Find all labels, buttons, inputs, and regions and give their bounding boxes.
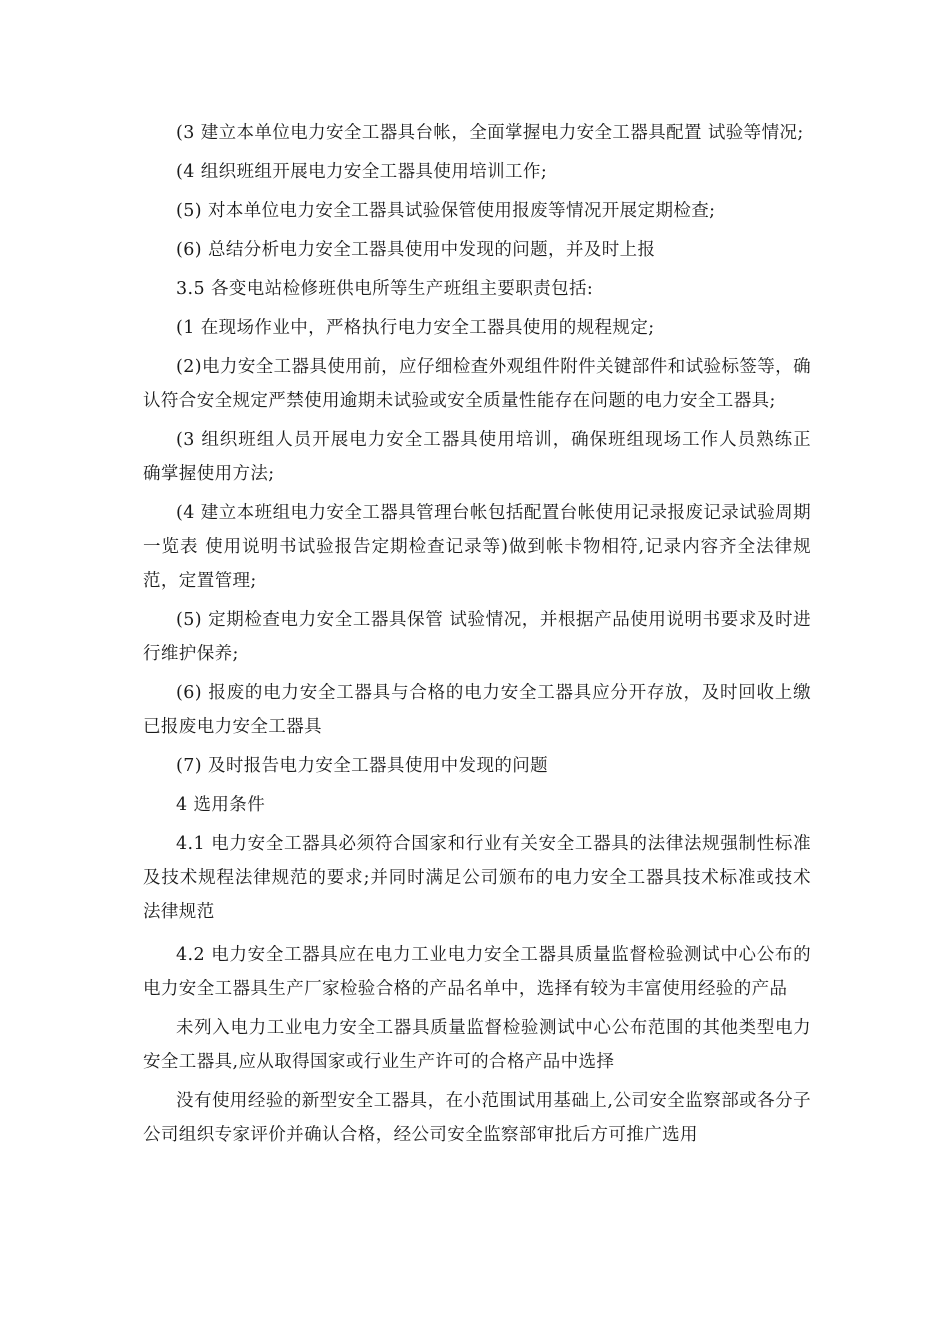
paragraph: 没有使用经验的新型安全工器具，在小范围试用基础上,公司安全监察部或各分子公司组织专家评价并确认合格，经公司安全监察部审批后方可推广选用	[143, 1091, 811, 1145]
paragraph: (3 建立本单位电力安全工器具台帐，全面掌握电力安全工器具配置 试验等情况;	[176, 123, 804, 143]
paragraph: (5) 对本单位电力安全工器具试验保管使用报废等情况开展定期检查;	[176, 201, 716, 221]
paragraph: (6) 报废的电力安全工器具与合格的电力安全工器具应分开存放，及时回收上缴已报废电力安全工器具	[143, 683, 811, 737]
paragraph: (4 组织班组开展电力安全工器具使用培训工作;	[176, 162, 548, 182]
paragraph: 未列入电力工业电力安全工器具质量监督检验测试中心公布范围的其他类型电力安全工器具,应从取得国家或行业生产许可的合格产品中选择	[143, 1018, 811, 1072]
section-heading: 4 选用条件	[176, 795, 266, 815]
paragraph: 4.1 电力安全工器具必须符合国家和行业有关安全工器具的法律法规强制性标准及技术规程法律规范的要求;并同时满足公司颁布的电力安全工器具技术标准或技术法律规范	[143, 834, 811, 922]
paragraph: (2)电力安全工器具使用前，应仔细检查外观组件附件关键部件和试验标签等，确认符合安全规定严禁使用逾期未试验或安全质量性能存在问题的电力安全工器具;	[143, 357, 811, 411]
paragraph: (5) 定期检查电力安全工器具保管 试验情况，并根据产品使用说明书要求及时进行维护保养;	[143, 610, 811, 664]
paragraph: (1 在现场作业中，严格执行电力安全工器具使用的规程规定;	[176, 318, 655, 338]
paragraph: (4 建立本班组电力安全工器具管理台帐包括配置台帐使用记录报废记录试验周期一览表 使用说明书试验报告定期检查记录等)做到帐卡物相符,记录内容齐全法律规范，定置管理;	[143, 503, 811, 591]
document-body	[143, 116, 811, 1157]
paragraph: 4.2 电力安全工器具应在电力工业电力安全工器具质量监督检验测试中心公布的电力安全工器具生产厂家检验合格的产品名单中，选择有较为丰富使用经验的产品	[143, 945, 811, 999]
paragraph: (7) 及时报告电力安全工器具使用中发现的问题	[176, 756, 549, 776]
section-heading: 3.5 各变电站检修班供电所等生产班组主要职责包括:	[176, 279, 594, 299]
paragraph: (3 组织班组人员开展电力安全工器具使用培训，确保班组现场工作人员熟练正 确掌握使用方法;	[143, 430, 811, 484]
paragraph: (6) 总结分析电力安全工器具使用中发现的问题，并及时上报	[176, 240, 656, 260]
